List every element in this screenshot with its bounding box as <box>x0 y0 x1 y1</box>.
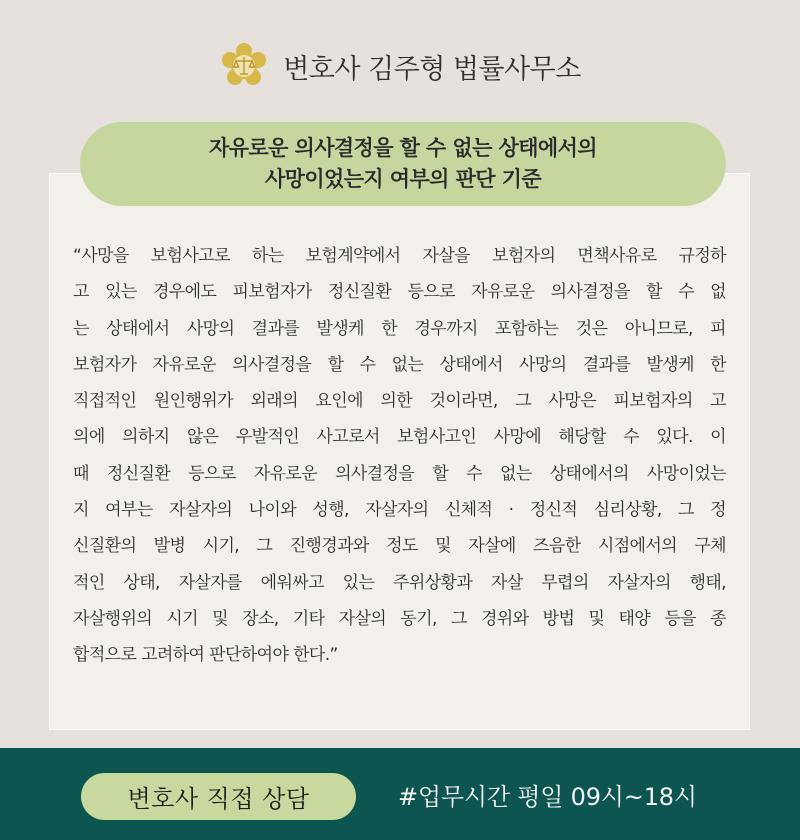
body-line: 보험자가 자유로운 의사결정을 할 수 없는 상태에서 사망의 결과를 발생케 한 <box>73 354 726 375</box>
direct-consultation-button[interactable]: 변호사 직접 상담 <box>81 773 356 820</box>
quoted-judgment-text <box>73 238 726 674</box>
body-line: “사망을 보험사고로 하는 보험계약에서 자살을 보험자의 면책사유로 규정하 <box>73 246 726 266</box>
body-line: 신질환의 발병 시기, 그 진행경과와 정도 및 자살에 즈음한 시점에서의 구체 <box>73 536 726 557</box>
body-line: 때 정신질환 등으로 자유로운 의사결정을 할 수 없는 상태에서의 사망이었는 <box>73 463 726 484</box>
firm-name: 변호사 김주형 법률사무소 <box>283 53 581 85</box>
business-hours-text: #업무시간 평일 09시~18시 <box>398 783 697 811</box>
body-line: 지 여부는 자살자의 나이와 성행, 자살자의 신체적 · 정신적 심리상황, 그 정 <box>73 500 726 521</box>
body-line: 고 있는 경우에도 피보험자가 정신질환 등으로 자유로운 의사결정을 할 수 없 <box>73 282 726 303</box>
header <box>0 38 800 94</box>
body-line: 는 상태에서 사망의 결과를 발생케 한 경우까지 포함하는 것은 아니므로, 피 <box>73 318 726 339</box>
body-line: 의에 의하지 않은 우발적인 사고로서 보험사고인 사망에 해당할 수 있다. 이 <box>73 427 726 448</box>
section-title-line-2: 사망이었는지 여부의 판단 기준 <box>264 167 542 191</box>
section-title-pill <box>80 122 726 206</box>
body-line: 직접적인 원인행위가 외래의 요인에 의한 것이라면, 그 사망은 피보험자의 고 <box>73 391 726 412</box>
body-line: 합적으로 고려하여 판단하여야 한다.” <box>73 645 338 666</box>
section-title-line-1: 자유로운 의사결정을 할 수 없는 상태에서의 <box>209 136 597 160</box>
footer-bar <box>0 748 800 840</box>
body-line: 자살행위의 시기 및 장소, 기타 자살의 동기, 그 경위와 방법 및 태양 등을 종 <box>73 608 726 629</box>
body-line: 적인 상태, 자살자를 에워싸고 있는 주위상황과 자살 무렵의 자살자의 행태, <box>73 572 726 593</box>
scales-of-justice-emblem-icon <box>219 41 269 91</box>
